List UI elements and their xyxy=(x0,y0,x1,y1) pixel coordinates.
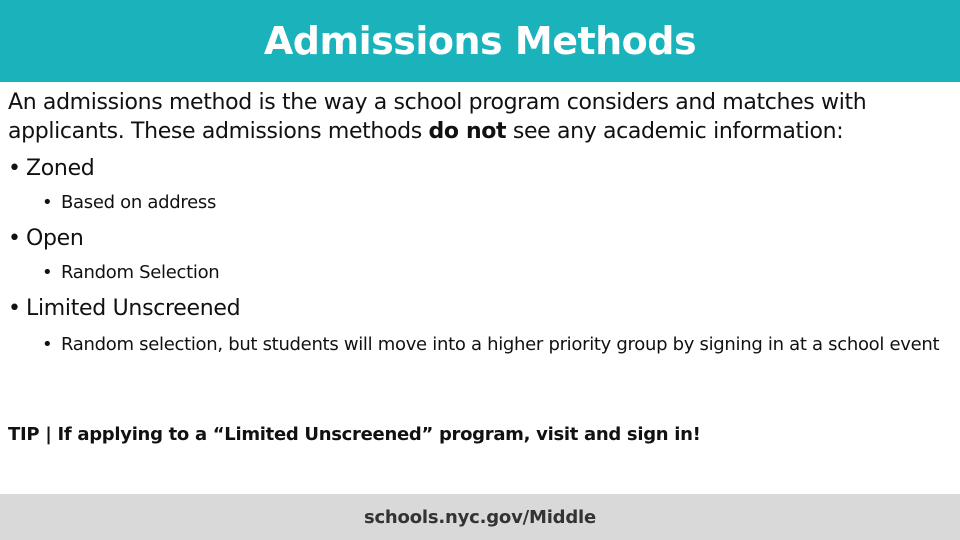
method-detail: Random selection, but students will move into a higher priority group by signing in at a school event xyxy=(61,334,940,355)
method-detail: Based on address xyxy=(61,192,217,213)
method-open-detail xyxy=(8,260,953,286)
footer-bar xyxy=(0,494,960,540)
bullet: • xyxy=(42,192,53,213)
method-open xyxy=(8,224,953,254)
title-banner xyxy=(0,0,960,82)
intro-emphasis: do not xyxy=(428,119,507,144)
method-label: Open xyxy=(26,226,84,251)
bullet: • xyxy=(8,156,21,181)
tip-text: TIP | If applying to a “Limited Unscreened” program, visit and sign in! xyxy=(8,424,701,445)
method-limited-unscreened xyxy=(8,294,953,324)
method-label: Limited Unscreened xyxy=(26,296,241,321)
page-title: Admissions Methods xyxy=(263,19,697,63)
bullet: • xyxy=(42,262,53,283)
method-zoned-detail xyxy=(8,190,953,216)
method-detail: Random Selection xyxy=(61,262,220,283)
method-label: Zoned xyxy=(26,156,95,181)
footer-url[interactable]: schools.nyc.gov/Middle xyxy=(363,506,597,528)
bullet: • xyxy=(8,296,21,321)
bullet: • xyxy=(42,334,53,355)
method-zoned xyxy=(8,154,953,184)
intro-paragraph xyxy=(8,88,953,146)
intro-text-end: see any academic information: xyxy=(506,119,844,144)
intro-text: An admissions method is the way a school program considers and matches with applicants. These admissions methods xyxy=(8,90,867,144)
method-limited-unscreened-detail xyxy=(8,332,953,358)
slide-body xyxy=(8,88,953,358)
bullet: • xyxy=(8,226,21,251)
